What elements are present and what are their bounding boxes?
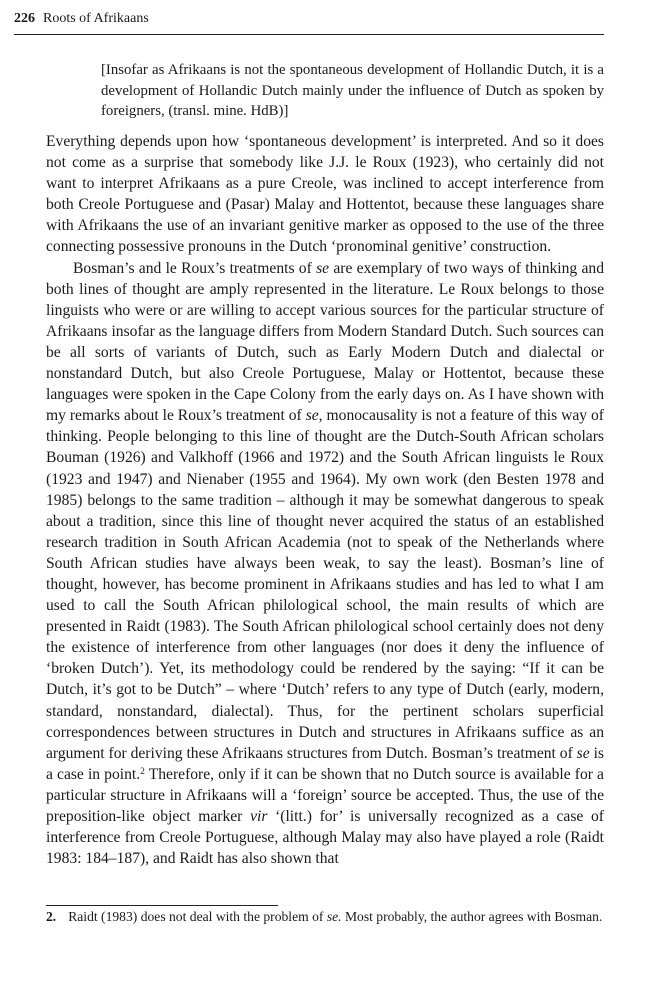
p2-text-5: Therefore, only if it can be shown that no Dutch source is available for a particular structure in Afrikaans will a ‘foreign’ source be accepted. Thus, the use of the preposition-like object marker [46,765,604,825]
p2-text-3: monocausality is not a feature of this way of thinking. People belonging to this line of thought are the Dutch-South African scholars Bouman (1926) and Valkhoff (1966 and 1972) and the South African linguists le Roux (1923 and 1947) and Nienaber (1955 and 1964). My own work (den Besten 1978 and 1985) belongs to the same tradition – although it may be somewhat dangerous to speak about a tradition, since this line of thought never acquired the status of an established research tradition in South African Academia (not to speak of the Netherlands where South African studies have always been weak, to say the least). Bosman’s line of thought, however, has become prominent in Afrikaans studies and has led to what I am used to call the South African philological school, the main results of which are presented in Raidt (1983). The South African philological school certainly does not deny the existence of interference from other languages (nor does it deny the influence of ‘broken Dutch’). Yet, its methodology could be rendered by the saying: “If it can be Dutch, it’s got to be Dutch” – where ‘Dutch’ refers to any type of Dutch (early, modern, standard, nonstandard, dialectal). Thus, for the pertinent scholars superficial correspondences between structures in Dutch and structures in Afrikaans suffice as an argument for deriving these Afrikaans structures from Dutch. Bosman’s treatment of [46,407,604,762]
footnote-number: 2. [46,909,57,924]
body-text [46,131,604,869]
term-se-3: se [576,744,590,762]
p2-text-1: Bosman’s and le Roux’s treatments of [73,259,317,277]
p2-text-6: ‘(litt.) for’ is universally recognized as a case of interference from Creole Portuguese, although Malay may also have played a role (Raidt 1983: 184–187), and Raidt has also shown that [46,808,604,868]
footnote-ref-2[interactable]: 2 [140,766,145,777]
footnote-text-1: Raidt (1983) does not deal with the problem of [68,909,327,924]
footnote-rule [46,905,278,906]
footnote-2 [46,907,604,927]
paragraph-1: Everything depends upon how ‘spontaneous development’ is interpreted. And so it does not come as a surprise that somebody like J.J. le Roux (1923), who certainly did not want to interpret Afrikaans as a pure Creole, was inclined to accept interference from both Creole Portuguese and (Pasar) Malay and Hottentot, because these languages share with Afrikaans the use of an invariant genitive marker as opposed to the use of the three connecting possessive pronouns in the Dutch ‘pronominal genitive’ construction. [46,133,604,256]
running-header [14,10,604,35]
term-se: se [316,259,330,277]
term-se-2: se, [305,407,323,425]
page-number: 226 [14,11,35,26]
paragraph-2 [46,258,604,870]
running-title: Roots of Afrikaans [43,11,149,26]
p2-text-4: is a case in point. [46,744,604,783]
term-vir: vir [250,808,268,825]
footnote-text-2: Most probably, the author agrees with Bosman. [341,909,603,924]
p2-text-2: are exemplary of two ways of thinking and both lines of thought are amply represented in the literature. Le Roux belongs to those linguists who were or are willing to accept various sources for the particular structure of Afrikaans insofar as the language differs from Modern Standard Dutch. Such sources can be all sorts of variants of Dutch, such as Early Modern Dutch and dialectal or nonstandard Dutch, but also Creole Portuguese, Malay or Hottentot, because these languages were spoken in the Cape Colony from the early days on. As I have shown with my remarks about le Roux’s treatment of [46,259,605,425]
footnote-term-se: se. [326,909,342,924]
block-quote: [Insofar as Afrikaans is not the spontaneous development of Hollandic Dutch, it is a development of Hollandic Dutch mainly under the influence of Dutch as spoken by foreigners, (transl. mine. HdB)] [101,62,604,119]
